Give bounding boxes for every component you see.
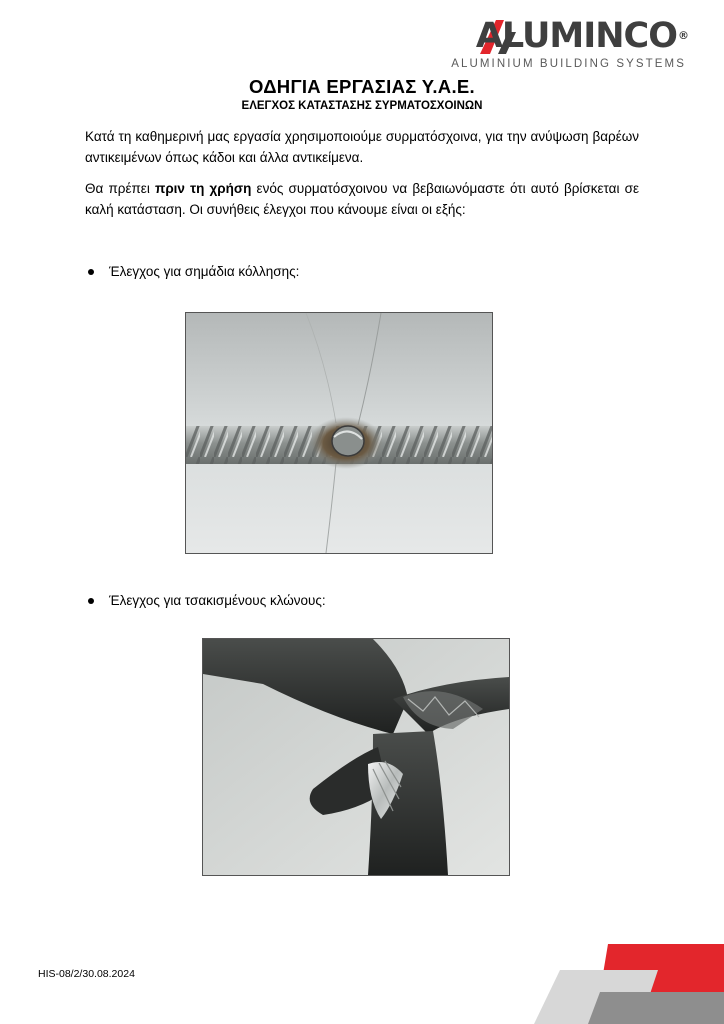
brand-name: ALUMINCO®: [475, 16, 688, 56]
instruction-paragraph: [85, 178, 639, 220]
instruction-text-start: Θα πρέπει: [85, 181, 155, 196]
document-code: HIS-08/2/30.08.2024: [38, 968, 135, 980]
bullet-icon: [88, 598, 94, 604]
document-subtitle: ΕΛΕΓΧΟΣ ΚΑΤΑΣΤΑΣΗΣ ΣΥΡΜΑΤΟΣΧΟΙΝΩΝ: [241, 100, 483, 112]
check-label: Έλεγχος για τσακισμένους κλώνους:: [109, 593, 326, 608]
brand-logo: [451, 14, 704, 74]
instruction-text-end: ενός συρματόσχοινου να βεβαιωνόμαστε ότι αυτό βρίσκεται σε καλή κατάσταση. Οι συνήθεις έλεγχοι που κάνουμε είναι οι εξής:: [85, 181, 639, 217]
intro-paragraph: Κατά τη καθημερινή μας εργασία χρησιμοποιούμε συρματόσχοινα, για την ανύψωση βαρέων αντικειμένων όπως κάδοι και άλλα αντικείμενα.: [85, 129, 639, 165]
brand-tagline: ALUMINIUM BUILDING SYSTEMS: [451, 58, 686, 70]
broken-strands-photo: [202, 638, 510, 876]
document-title: ΟΔΗΓΙΑ ΕΡΓΑΣΙΑΣ Υ.Α.Ε.: [249, 76, 475, 97]
weld-mark-photo: [185, 312, 493, 554]
broken-strands-image: [203, 639, 509, 875]
wire-rope-weld-image: [186, 313, 492, 553]
check-label: Έλεγχος για σημάδια κόλλησης:: [109, 264, 300, 279]
bullet-icon: [88, 269, 94, 275]
instruction-emphasis: πριν τη χρήση: [154, 181, 252, 196]
